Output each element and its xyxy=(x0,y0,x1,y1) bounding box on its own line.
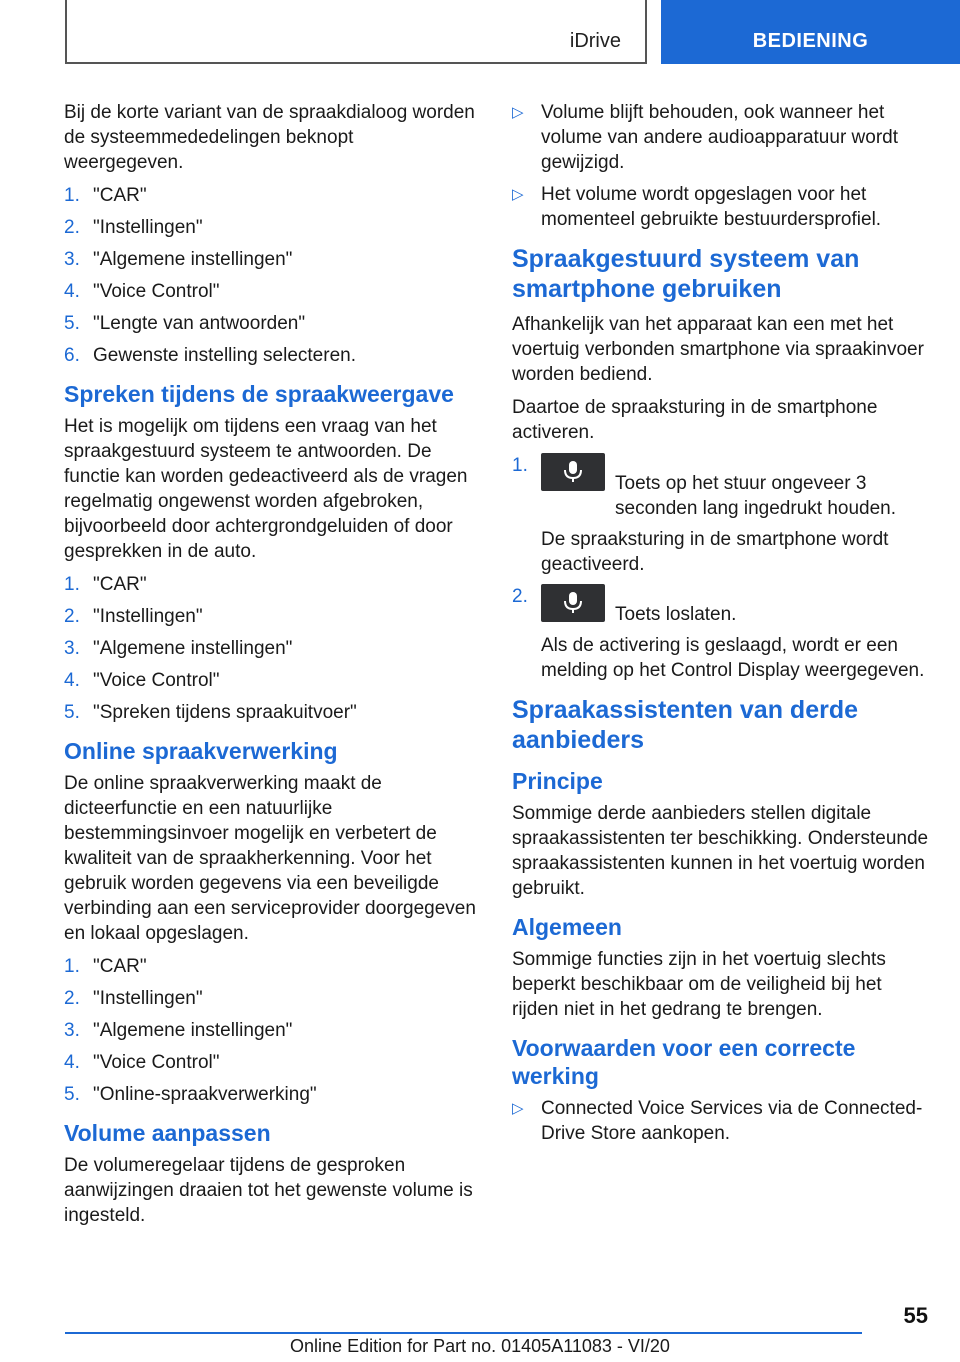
bullet-triangle-icon: ▷ xyxy=(512,104,524,121)
heading-voorwaarden: Voorwaarden voor een correcte werking xyxy=(512,1035,856,1089)
settings-list-3 xyxy=(64,954,476,1107)
heading-volume: Volume aanpassen xyxy=(64,1120,271,1146)
paragraph-principe: Sommige derde aanbieders stellen digitale spraakassistenten ter beschikking. Ondersteunde spraakassistenten kunnen in het voertuig worden gebruikt. xyxy=(512,803,929,899)
list-item: 4. "Voice Control" xyxy=(64,1052,220,1073)
list-item: 1. "CAR" xyxy=(64,185,147,206)
bullet-item: ▷ Het volume wordt opgeslagen voor het momenteel gebruikte bestuurdersprofiel. xyxy=(512,184,882,230)
microphone-icon xyxy=(562,460,584,484)
list-item: 1. "CAR" xyxy=(64,574,147,595)
list-item: 4. "Voice Control" xyxy=(64,670,220,691)
chapter-title: iDrive xyxy=(569,30,621,52)
heading-online: Online spraakverwerking xyxy=(64,738,338,764)
page-number: 55 xyxy=(903,1303,928,1328)
section-tab xyxy=(661,0,960,64)
heading-spreken: Spreken tijdens de spraakweergave xyxy=(64,381,454,407)
list-item: 1. "CAR" xyxy=(64,956,147,977)
volume-bullets xyxy=(512,100,932,232)
bullet-triangle-icon: ▷ xyxy=(512,1100,524,1117)
microphone-icon xyxy=(562,591,584,615)
intro-paragraph: Bij de korte variant van de spraakdialoog worden de systeemmededelingen beknopt weergegeven. xyxy=(64,102,475,173)
list-item: 2. "Instellingen" xyxy=(64,988,203,1009)
requirements-bullets xyxy=(512,1096,932,1146)
list-item: 5. "Spreken tijdens spraakuitvoer" xyxy=(64,702,357,723)
paragraph-spreken: Het is mogelijk om tijdens een vraag van het spraakgestuurd systeem te antwoorden. De functie kan worden gedeactiveerd als de vragen regelmatig ongewenst worden afgebroken, bijvoorbeeld door achtergrondgeluiden of door gesprekken in de auto. xyxy=(64,416,468,562)
microphone-button-icon xyxy=(541,453,605,491)
heading-assistants: Spraakassistenten van derde aanbieders xyxy=(512,696,858,754)
list-item: 5. "Lengte van antwoorden" xyxy=(64,313,306,334)
microphone-button-icon xyxy=(541,584,605,622)
list-item: 3. "Algemene instellingen" xyxy=(64,638,293,659)
footer-edition: Online Edition for Part no. 01405A11083 - VI/20 xyxy=(290,1336,670,1356)
list-item: 2. "Instellingen" xyxy=(64,606,203,627)
footer-divider xyxy=(65,1332,862,1334)
section-title: BEDIENING xyxy=(752,30,869,52)
bullet-triangle-icon: ▷ xyxy=(512,186,524,203)
settings-list-1 xyxy=(64,183,476,368)
header-frame xyxy=(65,0,647,64)
heading-principe: Principe xyxy=(512,768,603,794)
paragraph-smartphone-2: Daartoe de spraaksturing in de smartphone activeren. xyxy=(512,397,878,443)
list-item: 3. "Algemene instellingen" xyxy=(64,1020,293,1041)
list-item: 6. Gewenste instelling selecteren. xyxy=(64,345,356,366)
steps-list xyxy=(512,453,932,683)
step-item: 2. Toets loslaten. Als de activering is geslaagd, wordt er een melding op het Control Display weergegeven. xyxy=(512,586,925,681)
settings-list-2 xyxy=(64,572,476,725)
left-column xyxy=(64,100,476,1236)
list-item: 2. "Instellingen" xyxy=(64,217,203,238)
paragraph-algemeen: Sommige functies zijn in het voertuig slechts beperkt beschikbaar om de veiligheid bij het rijden niet in het gedrang te brengen. xyxy=(512,949,886,1020)
paragraph-smartphone-1: Afhankelijk van het apparaat kan een met het voertuig verbonden smartphone via spraakinvoer worden bediend. xyxy=(512,314,924,385)
paragraph-online: De online spraakverwerking maakt de dicteerfunctie en een natuurlijke bestemmingsinvoer mogelijk en verbetert de kwaliteit van de spraakherkenning. Voor het gebruik worden gegevens via een beveiligde verbinding aan een serviceprovider doorgegeven en lokaal opgeslagen. xyxy=(64,773,476,944)
step-item: 1. Toets op het stuur ongeveer 3 seconden lang ingedrukt houden. De spraaksturing in de smartphone wordt geactiveerd. xyxy=(512,455,897,575)
heading-smartphone: Spraakgestuurd systeem van smartphone gebruiken xyxy=(512,245,860,303)
list-item: 5. "Online-spraakverwerking" xyxy=(64,1084,317,1105)
bullet-item: ▷ Volume blijft behouden, ook wanneer het volume van andere audioapparatuur wordt gewijzigd. xyxy=(512,102,899,173)
list-item: 3. "Algemene instellingen" xyxy=(64,249,293,270)
right-column xyxy=(512,100,932,1154)
paragraph-volume: De volumeregelaar tijdens de gesproken aanwijzingen draaien tot het gewenste volume is ingesteld. xyxy=(64,1155,473,1226)
list-item: 4. "Voice Control" xyxy=(64,281,220,302)
heading-algemeen: Algemeen xyxy=(512,914,622,940)
bullet-item: ▷ Connected Voice Services via de Connected-Drive Store aankopen. xyxy=(512,1098,923,1144)
